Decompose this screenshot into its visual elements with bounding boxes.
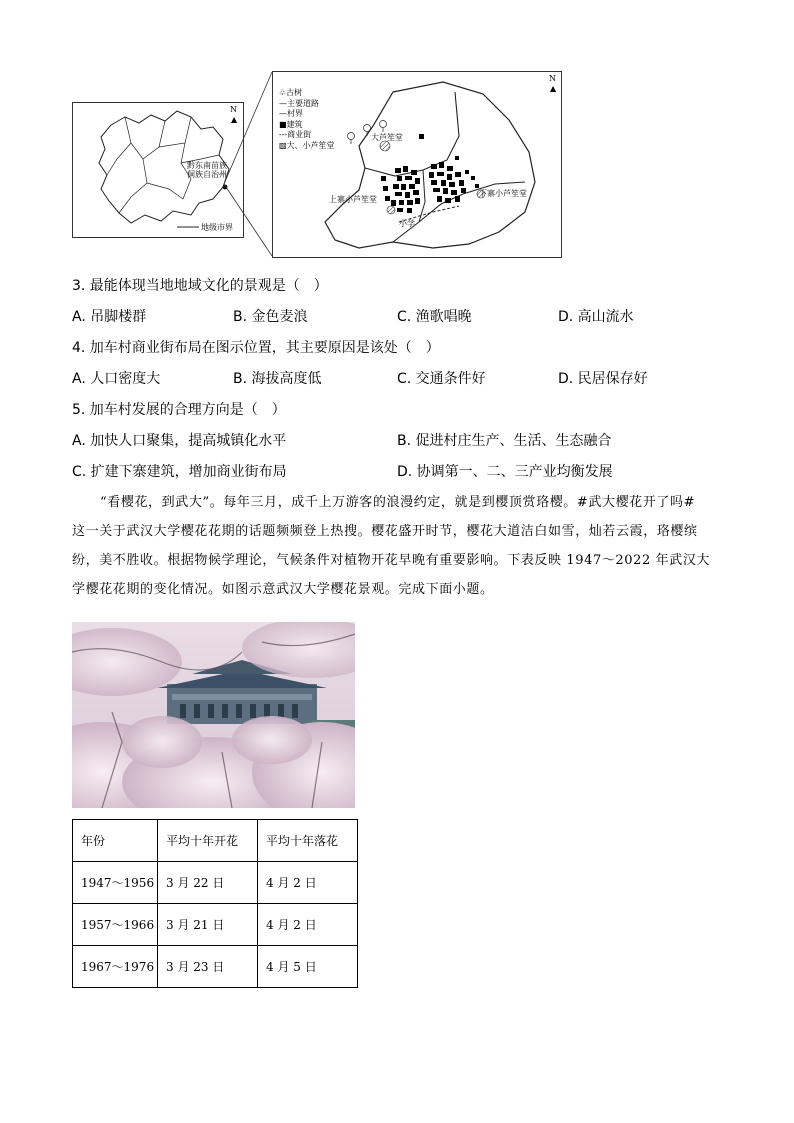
tree-icon: ♧ bbox=[279, 88, 287, 97]
photo-drawing-svg bbox=[72, 622, 355, 808]
passage-line-2: 这一关于武汉大学樱花花期的话题频频登上热搜。樱花盛开时节，樱花大道洁白如雪，灿若云霞，珞樱缤 bbox=[72, 524, 698, 539]
village-north-label: N bbox=[549, 74, 556, 83]
cell-fall: 4 月 5 日 bbox=[258, 946, 358, 988]
question-4-option-d: D. 民居保存好 bbox=[558, 371, 648, 387]
cell-year: 1957～1966 bbox=[73, 904, 158, 946]
upper-lusheng-hall-label: 上寨小芦笙堂 bbox=[329, 195, 377, 204]
big-lusheng-hall-label: 大芦笙堂 bbox=[371, 133, 403, 142]
header-year: 年份 bbox=[73, 820, 158, 862]
question-4-option-c: C. 交通条件好 bbox=[397, 371, 486, 387]
question-3-option-b: B. 金色麦浪 bbox=[233, 309, 308, 325]
legend-street-row: ---商业街 bbox=[279, 130, 312, 139]
village-legend bbox=[279, 88, 335, 151]
passage-line-1: “看樱花，到武大”。每年三月，成千上万游客的浪漫约定，就是到樱顶赏珞樱。#武大樱花开了吗# bbox=[100, 495, 696, 510]
table-header-row bbox=[73, 820, 358, 862]
village-north-icon: ▲ bbox=[550, 84, 557, 93]
legend-boundary-row: —村界 bbox=[279, 109, 303, 118]
question-3-stem: 3. 最能体现当地地域文化的景观是（ ） bbox=[72, 278, 328, 294]
question-4-option-a: A. 人口密度大 bbox=[72, 371, 161, 387]
north-arrow-label: N bbox=[230, 105, 237, 114]
header-bloom: 平均十年开花 bbox=[158, 820, 258, 862]
cell-year: 1967～1976 bbox=[73, 946, 158, 988]
legend-building-row: ■建筑 bbox=[279, 119, 303, 129]
cherry-blossom-photo bbox=[72, 622, 355, 808]
question-5-option-b: B. 促进村庄生产、生活、生态融合 bbox=[397, 433, 612, 449]
question-5-stem: 5. 加车村发展的合理方向是（ ） bbox=[72, 402, 286, 418]
table-row bbox=[73, 946, 358, 988]
passage-line-4: 学樱花花期的变化情况。如图示意武汉大学樱花景观。完成下面小题。 bbox=[72, 582, 494, 597]
lusheng-hall-icon: ▨ bbox=[279, 140, 287, 150]
question-3-option-c: C. 渔歌唱晚 bbox=[397, 309, 472, 325]
question-4-option-b: B. 海拔高度低 bbox=[233, 371, 322, 387]
village-boundary-icon: — bbox=[279, 109, 287, 118]
question-5-option-d: D. 协调第一、二、三产业均衡发展 bbox=[397, 464, 613, 480]
main-road-line-icon: — bbox=[279, 98, 287, 108]
question-3-option-a: A. 吊脚楼群 bbox=[72, 309, 147, 325]
legend-hall-row: ▨大、小芦笙堂 bbox=[279, 140, 335, 150]
region-label: 黔东南苗族侗族自治州 bbox=[187, 161, 227, 179]
village-map bbox=[272, 71, 562, 258]
cell-fall: 4 月 2 日 bbox=[258, 904, 358, 946]
north-arrow-icon: ▲ bbox=[231, 115, 238, 124]
passage-line-3: 纷，美不胜收。根据物候学理论，气候条件对植物开花早晚有重要影响。下表反映 1947～2022 年武汉大 bbox=[72, 553, 711, 568]
question-4-stem: 4. 加车村商业街布局在图示位置，其主要原因是该处（ ） bbox=[72, 340, 440, 356]
question-3-option-d: D. 高山流水 bbox=[558, 309, 634, 325]
prefecture-border-legend: 地级市界 bbox=[201, 223, 233, 232]
cell-year: 1947～1956 bbox=[73, 862, 158, 904]
header-fall: 平均十年落花 bbox=[258, 820, 358, 862]
cell-bloom: 3 月 22 日 bbox=[158, 862, 258, 904]
table-row bbox=[73, 862, 358, 904]
bloom-period-table bbox=[72, 819, 358, 988]
cell-bloom: 3 月 21 日 bbox=[158, 904, 258, 946]
question-5-option-c: C. 扩建下寨建筑，增加商业街布局 bbox=[72, 464, 287, 480]
building-icon: ■ bbox=[279, 119, 287, 129]
reading-passage bbox=[72, 488, 722, 604]
cell-bloom: 3 月 23 日 bbox=[158, 946, 258, 988]
lower-lusheng-hall-label: 下寨小芦笙堂 bbox=[479, 189, 527, 198]
cell-fall: 4 月 2 日 bbox=[258, 862, 358, 904]
legend-road-row: —主要道路 bbox=[279, 98, 319, 108]
table-row bbox=[73, 904, 358, 946]
commercial-street-icon: --- bbox=[279, 130, 288, 139]
legend-tree-row: ♧古树 bbox=[279, 88, 303, 97]
question-5-option-a: A. 加快人口聚集，提高城镇化水平 bbox=[72, 433, 287, 449]
school-label: 小学 bbox=[399, 219, 415, 228]
